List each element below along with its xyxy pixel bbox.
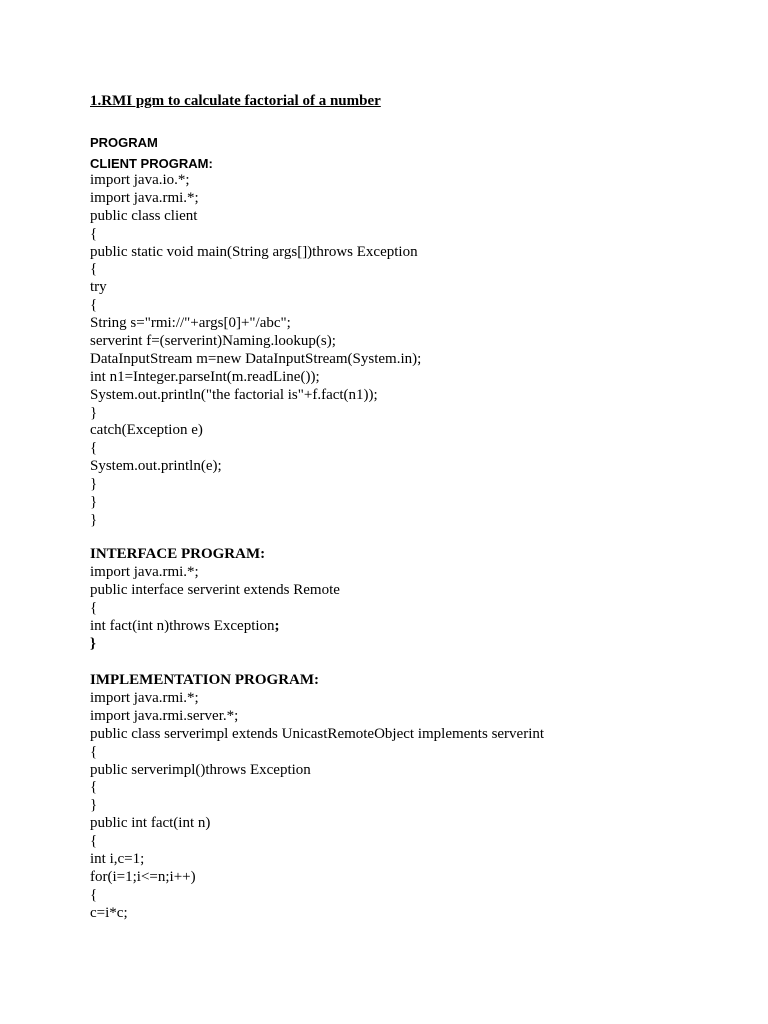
code-line: public int fact(int n) [90,815,211,832]
code-line: public serverimpl()throws Exception [90,761,311,778]
code-line: } [90,476,98,493]
code-line: int i,c=1; [90,851,145,868]
code-line: public static void main(String args[])throws Exception [90,243,418,260]
implementation-program-heading: IMPLEMENTATION PROGRAM: [90,672,320,688]
code-line: DataInputStream m=new DataInputStream(System.in); [90,350,422,367]
code-line-fact-signature [90,618,340,636]
code-line: import java.rmi.*; [90,189,199,206]
code-line: { [90,440,98,457]
code-line: import java.rmi.*; [90,564,199,580]
fact-signature-text: int fact(int n)throws Exception [90,617,275,634]
code-line: { [90,261,98,278]
code-line: for(i=1;i<=n;i++) [90,868,196,885]
code-line: import java.rmi.server.*; [90,707,239,724]
code-line: c=i*c; [90,904,128,921]
client-program-heading: CLIENT PROGRAM: [90,156,213,171]
code-line: { [90,886,98,903]
code-line: import java.io.*; [90,172,190,188]
implementation-code-block [90,690,544,923]
code-line: public class client [90,207,198,224]
code-line: { [90,297,98,314]
code-line: System.out.println(e); [90,458,222,475]
code-line: { [90,779,98,796]
code-line: { [90,225,98,242]
code-line: public interface serverint extends Remote [90,581,340,598]
code-line: { [90,833,98,850]
code-line: } [90,797,98,814]
bold-semicolon: ; [274,617,280,634]
code-line: try [90,279,107,296]
code-line: { [90,743,98,760]
code-line: String s="rmi://"+args[0]+"/abc"; [90,315,291,332]
client-code-block [90,172,421,530]
interface-program-heading: INTERFACE PROGRAM: [90,546,266,562]
code-line: catch(Exception e) [90,422,203,439]
code-line: serverint f=(serverint)Naming.lookup(s); [90,333,336,350]
code-line: import java.rmi.*; [90,690,199,706]
interface-code-block [90,564,340,653]
document-title: 1.RMI pgm to calculate factorial of a number [90,93,381,109]
code-line: } [90,511,98,528]
code-line: } [90,635,96,652]
code-line: } [90,404,98,421]
code-line: { [90,599,98,616]
program-heading: PROGRAM [90,135,158,150]
code-line: } [90,494,98,511]
code-line: int n1=Integer.parseInt(m.readLine()); [90,368,320,385]
code-line: System.out.println("the factorial is"+f.fact(n1)); [90,386,378,403]
code-line: public class serverimpl extends UnicastRemoteObject implements serverint [90,725,545,742]
